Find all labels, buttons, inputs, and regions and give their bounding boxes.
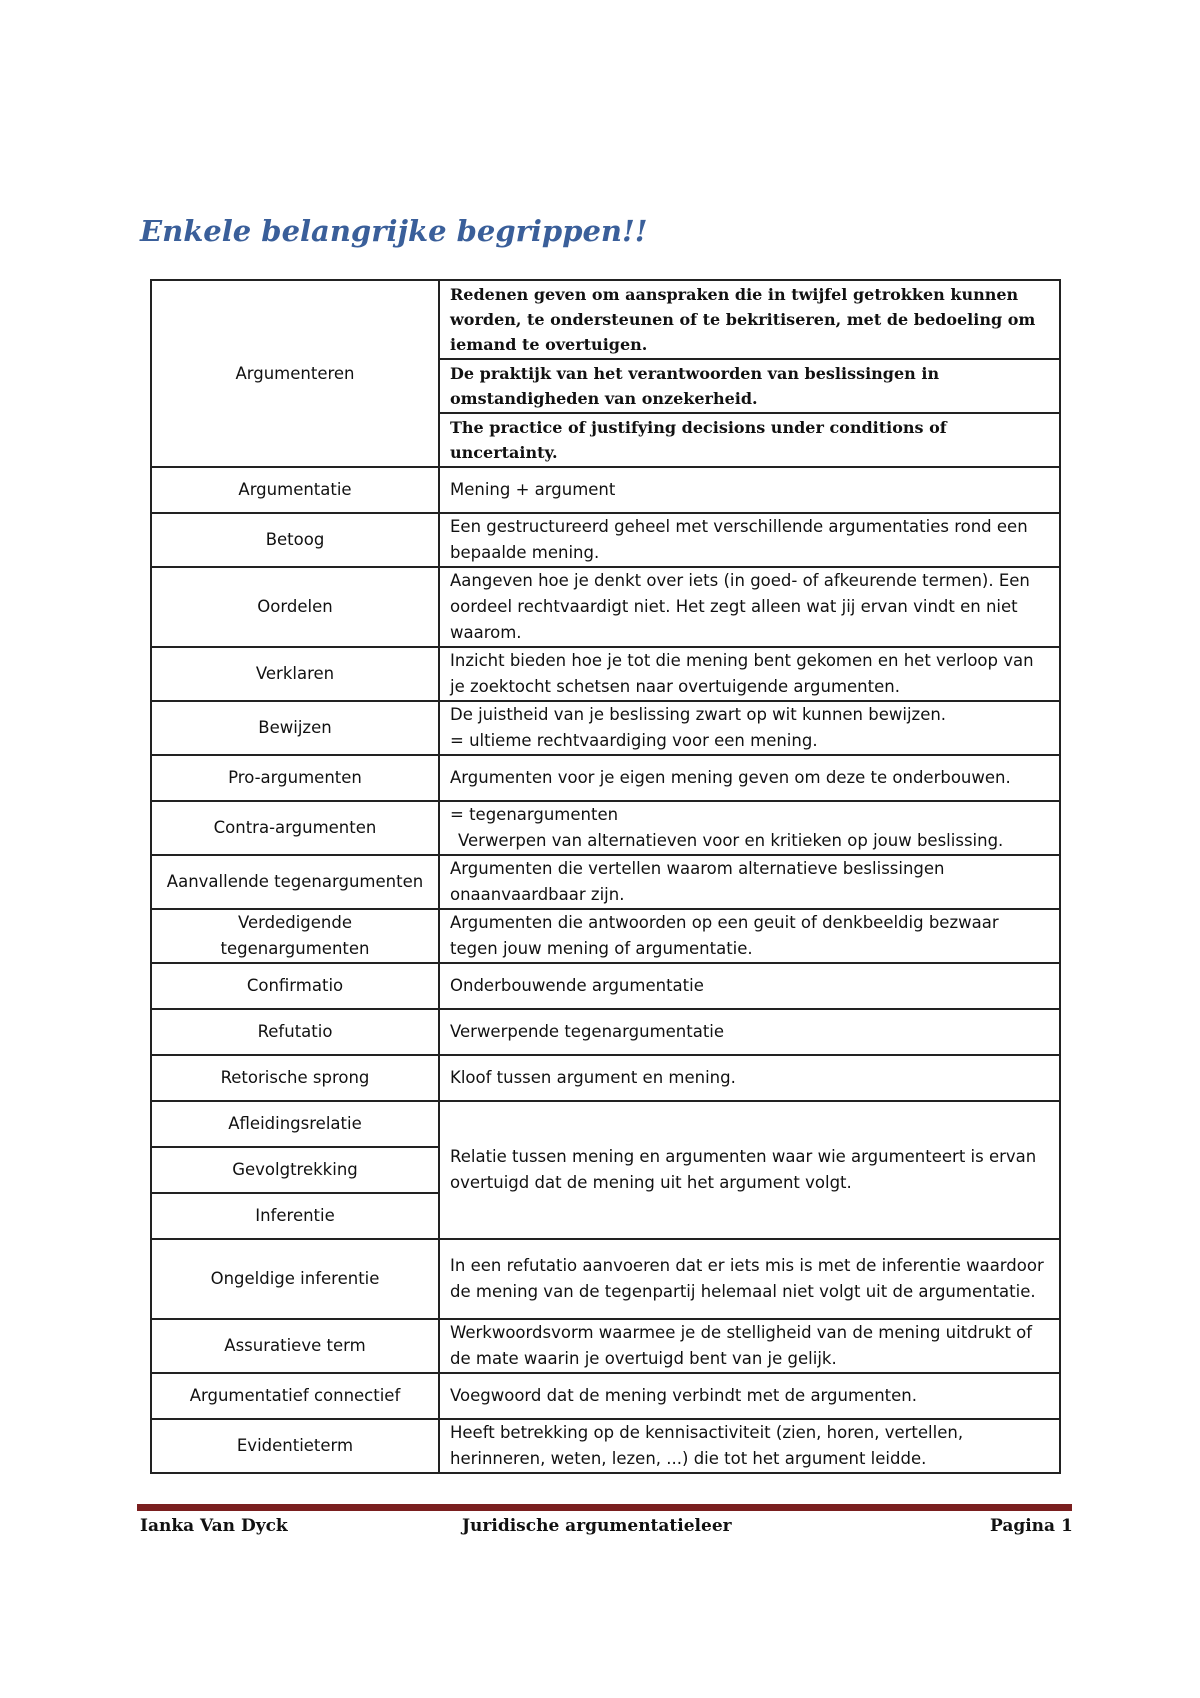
definition-cell (439, 701, 1060, 755)
table-row (151, 801, 1060, 855)
table-row (151, 513, 1060, 567)
footer-divider (137, 1504, 1072, 1511)
terms-table (150, 279, 1061, 1474)
term-cell: Verklaren (151, 647, 439, 701)
table-row (151, 1373, 1060, 1419)
term-cell: Inferentie (151, 1193, 439, 1239)
definition-text: = tegenargumenten (450, 805, 619, 824)
table-row (151, 567, 1060, 647)
term-cell: Argumentatief connectief (151, 1373, 439, 1419)
definition-cell: Onderbouwende argumentatie (439, 963, 1060, 1009)
definition-cell: Argumenten die antwoorden op een geuit of denkbeeldig bezwaar tegen jouw mening of argumentatie. (439, 909, 1060, 963)
definition-cell: Werkwoordsvorm waarmee je de stelligheid van de mening uitdrukt of de mate waarin je overtuigd bent van je gelijk. (439, 1319, 1060, 1373)
term-cell: Confirmatio (151, 963, 439, 1009)
definition-cell: Relatie tussen mening en argumenten waar wie argumenteert is ervan overtuigd dat de mening uit het argument volgt. (439, 1101, 1060, 1239)
definition-cell: Heeft betrekking op de kennisactiviteit (zien, horen, vertellen, herinneren, weten, lezen, ...) die tot het argument leidde. (439, 1419, 1060, 1473)
definition-cell: Argumenten voor je eigen mening geven om deze te onderbouwen. (439, 755, 1060, 801)
table-row (151, 1419, 1060, 1473)
term-cell: Evidentieterm (151, 1419, 439, 1473)
definition-cell (439, 801, 1060, 855)
definition-cell: Verwerpende tegenargumentatie (439, 1009, 1060, 1055)
definition-cell: Voegwoord dat de mening verbindt met de argumenten. (439, 1373, 1060, 1419)
term-cell: Refutatio (151, 1009, 439, 1055)
term-cell: Bewijzen (151, 701, 439, 755)
table-row (151, 701, 1060, 755)
term-cell: Verdedigende tegenargumenten (151, 909, 439, 963)
table-row (151, 1055, 1060, 1101)
table-row (151, 280, 1060, 467)
table-row (151, 909, 1060, 963)
definition-text: = ultieme rechtvaardiging voor een mening. (450, 731, 818, 750)
page-title: Enkele belangrijke begrippen!! (140, 214, 648, 248)
term-cell: Aanvallende tegenargumenten (151, 855, 439, 909)
footer-page-number: Pagina 1 (990, 1516, 1073, 1536)
definition-cell: Argumenten die vertellen waarom alternatieve beslissingen onaanvaardbaar zijn. (439, 855, 1060, 909)
term-cell: Contra-argumenten (151, 801, 439, 855)
term-cell: Assuratieve term (151, 1319, 439, 1373)
definition-cell: Inzicht bieden hoe je tot die mening bent gekomen en het verloop van je zoektocht schetsen naar overtuigende argumenten. (439, 647, 1060, 701)
definition-text: De praktijk van het verantwoorden van beslissingen in omstandigheden van onzekerheid. (440, 360, 1059, 414)
table-row (151, 467, 1060, 513)
table-row (151, 855, 1060, 909)
table-row (151, 755, 1060, 801)
definition-cell: In een refutatio aanvoeren dat er iets mis is met de inferentie waardoor de mening van de tegenpartij helemaal niet volgt uit de argumentatie. (439, 1239, 1060, 1319)
term-cell: Oordelen (151, 567, 439, 647)
table-row (151, 1319, 1060, 1373)
term-cell: Betoog (151, 513, 439, 567)
table-row (151, 1101, 1060, 1147)
definition-text: Redenen geven om aanspraken die in twijfel getrokken kunnen worden, te ondersteunen of te bekritiseren, met de bedoeling om iemand te overtuigen. (440, 281, 1059, 360)
definition-cell (439, 280, 1060, 467)
term-cell: Argumentatie (151, 467, 439, 513)
term-cell: Retorische sprong (151, 1055, 439, 1101)
table-row (151, 1239, 1060, 1319)
term-cell: Afleidingsrelatie (151, 1101, 439, 1147)
table-row (151, 1009, 1060, 1055)
definition-cell: Aangeven hoe je denkt over iets (in goed- of afkeurende termen). Een oordeel rechtvaardigt niet. Het zegt alleen wat jij ervan vindt en niet waarom. (439, 567, 1060, 647)
term-cell: Pro-argumenten (151, 755, 439, 801)
definition-text: The practice of justifying decisions under conditions of uncertainty. (450, 418, 947, 462)
definition-text: Verwerpen van alternatieven voor en kritieken op jouw beslissing. (458, 831, 1004, 850)
term-cell: Gevolgtrekking (151, 1147, 439, 1193)
footer-author: Ianka Van Dyck (140, 1516, 288, 1536)
term-cell: Argumenteren (151, 280, 439, 467)
definition-cell: Kloof tussen argument en mening. (439, 1055, 1060, 1101)
table-row (151, 963, 1060, 1009)
term-cell: Ongeldige inferentie (151, 1239, 439, 1319)
definition-cell: Een gestructureerd geheel met verschillende argumentaties rond een bepaalde mening. (439, 513, 1060, 567)
footer-course: Juridische argumentatieleer (462, 1516, 732, 1536)
definition-cell: Mening + argument (439, 467, 1060, 513)
definition-text: De juistheid van je beslissing zwart op wit kunnen bewijzen. (450, 705, 947, 724)
table-row (151, 647, 1060, 701)
